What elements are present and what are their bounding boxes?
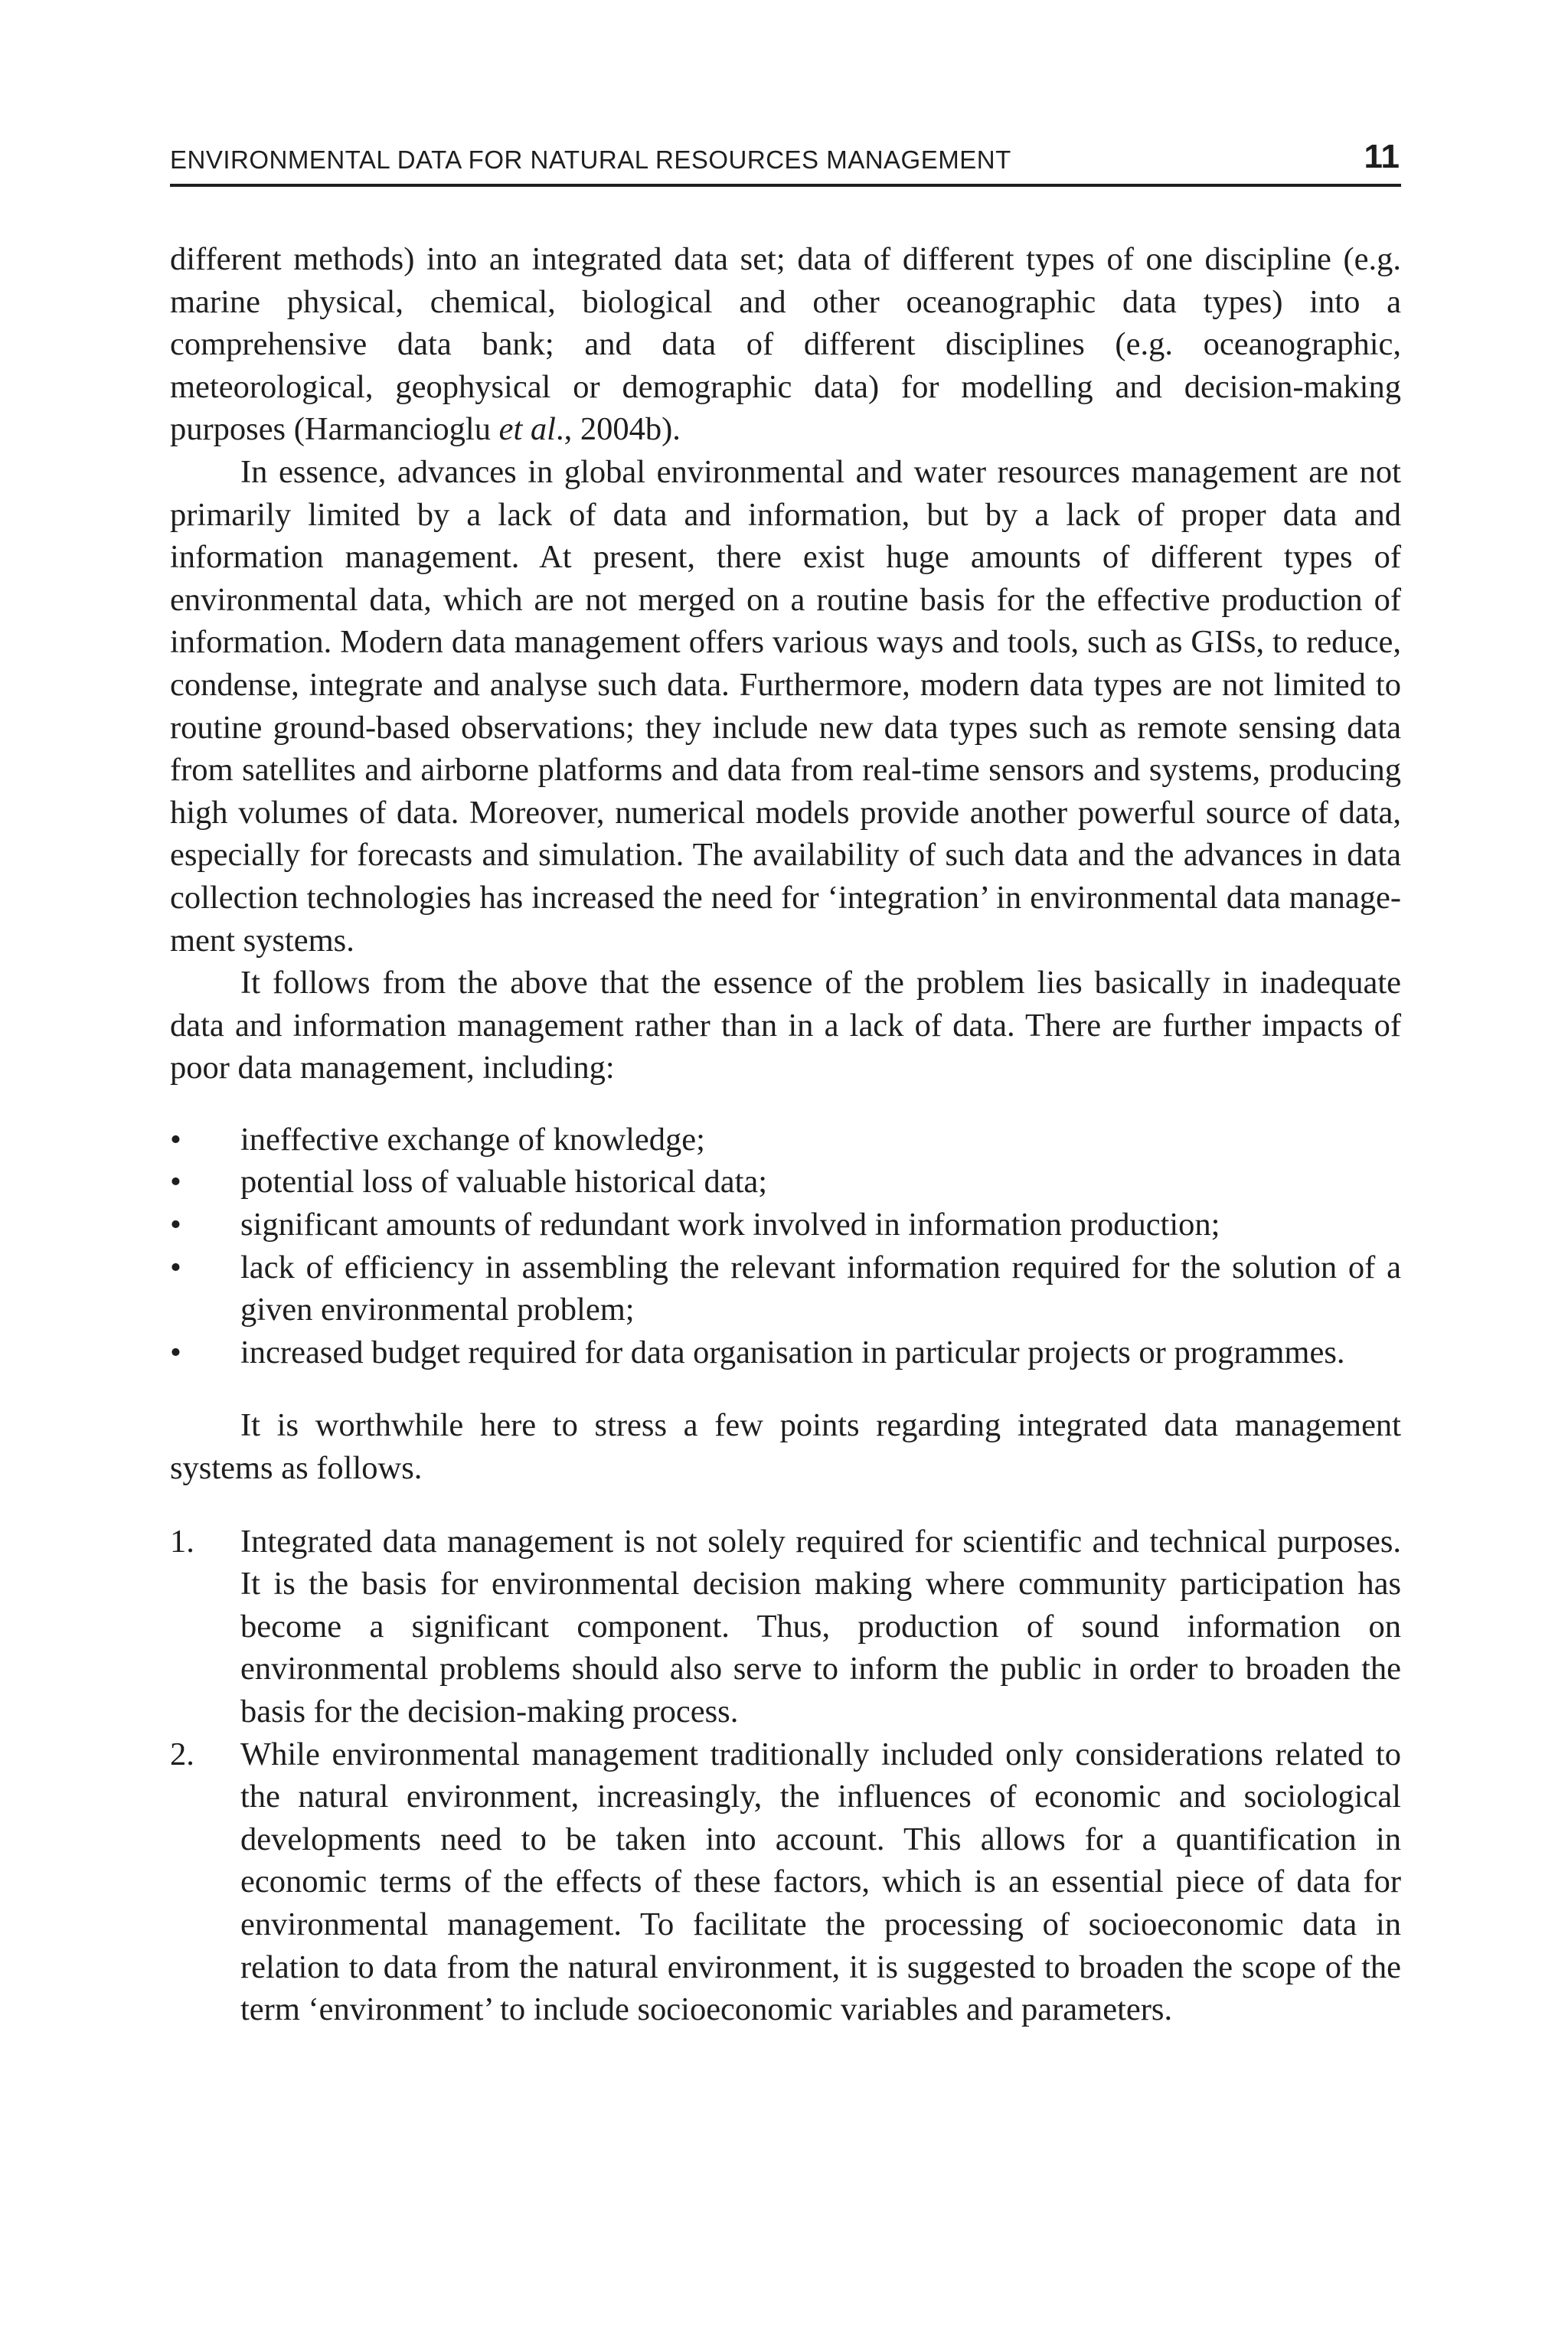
paragraph: It follows from the above that the essence of the problem lies basically in inadequate data and information management rather than in a lack of data. There are further impacts of poor data management, including: — [170, 965, 1401, 1086]
list-item-text: lack of efficiency in assembling the relevant information required for the solution of a given environmental problem; — [240, 1249, 1401, 1328]
list-item-text: ineffective exchange of knowledge; — [240, 1121, 705, 1158]
bullet-icon: • — [170, 1164, 181, 1200]
page-number: 11 — [1364, 138, 1400, 175]
numbered-list — [170, 1521, 1401, 2031]
numbered-item — [170, 1521, 1401, 1733]
paragraph: In essence, advances in global environmental and water resources management are not primarily limited by a lack of data and information, but by a lack of proper data and information management. At present, there exist huge amounts of different types of environmental data, which are not merged on a routine basis for the effective production of information. Modern data management offers various ways and tools, such as GISs, to reduce, condense, integrate and analyse such data. Furthermore, modern data types are not limited to routine ground-based observations; they include new data types such as remote sensing data from satellites and airborne platforms and data from real-time sensors and systems, producing high volumes of data. Moreover, numerical models provide another powerful source of data, especially for forecasts and simulation. The availability of such data and the advances in data collection technologies has increased the need for ‘integration’ in environmental data management systems. — [170, 453, 1401, 959]
numbered-item-text: Integrated data management is not solely required for scientific and technical purposes. It is the basis for environmental decision making where community participation has become a significant component. Thus, production of sound information on environmental problems should also serve to inform the public in order to broaden the basis for the decision-making process. — [240, 1523, 1401, 1730]
list-item — [170, 1204, 1401, 1246]
item-number: 1. — [170, 1523, 194, 1560]
bullet-icon: • — [170, 1121, 181, 1158]
list-item — [170, 1119, 1401, 1161]
list-item-text: potential loss of valuable historical data; — [240, 1164, 768, 1200]
body-text — [170, 238, 1401, 2031]
citation-italic: et al — [498, 411, 556, 448]
numbered-item-text: While environmental management traditionally included only considerations related to the natural environment, increasingly, the influences of economic and sociological developments need to be taken into account. This allows for a quantification in economic terms of the effects of these factors, which is an essential piece of data for environmental management. To facilitate the processing of socioeconomic data in relation to data from the natural environment, it is suggested to broaden the scope of the term ‘environment’ to include socioeconomic variables and parameters. — [240, 1736, 1401, 2028]
item-number: 2. — [170, 1736, 194, 1772]
numbered-item — [170, 1733, 1401, 2031]
list-item — [170, 1246, 1401, 1331]
list-item — [170, 1331, 1401, 1374]
bullet-icon: • — [170, 1334, 181, 1370]
list-item-text: significant amounts of redundant work involved in information production; — [240, 1207, 1220, 1243]
bullet-list — [170, 1119, 1401, 1374]
paragraph: It is worthwhile here to stress a few points regarding integrated data management systems as follows. — [170, 1407, 1401, 1487]
bullet-icon: • — [170, 1207, 181, 1243]
page-header — [170, 135, 1401, 187]
list-item-text: increased budget required for data organisation in particular projects or programmes. — [240, 1334, 1345, 1370]
bullet-icon: • — [170, 1249, 181, 1285]
paragraph-continued — [170, 238, 1401, 451]
list-item — [170, 1161, 1401, 1204]
paragraph-text: ., 2004b). — [555, 411, 681, 448]
running-head: ENVIRONMENTAL DATA FOR NATURAL RESOURCES MANAGEMENT — [170, 145, 1011, 174]
paragraph-text: different methods) into an integrated data set; data of different types of one discipline (e.g. marine physical, chemical, biological and other oceanographic data types) into a comprehensive data bank; and data of different disciplines (e.g. oceanographic, meteorological, geophysical or demographic data) for modelling and decision-making purposes (Harmancioglu — [170, 241, 1401, 448]
